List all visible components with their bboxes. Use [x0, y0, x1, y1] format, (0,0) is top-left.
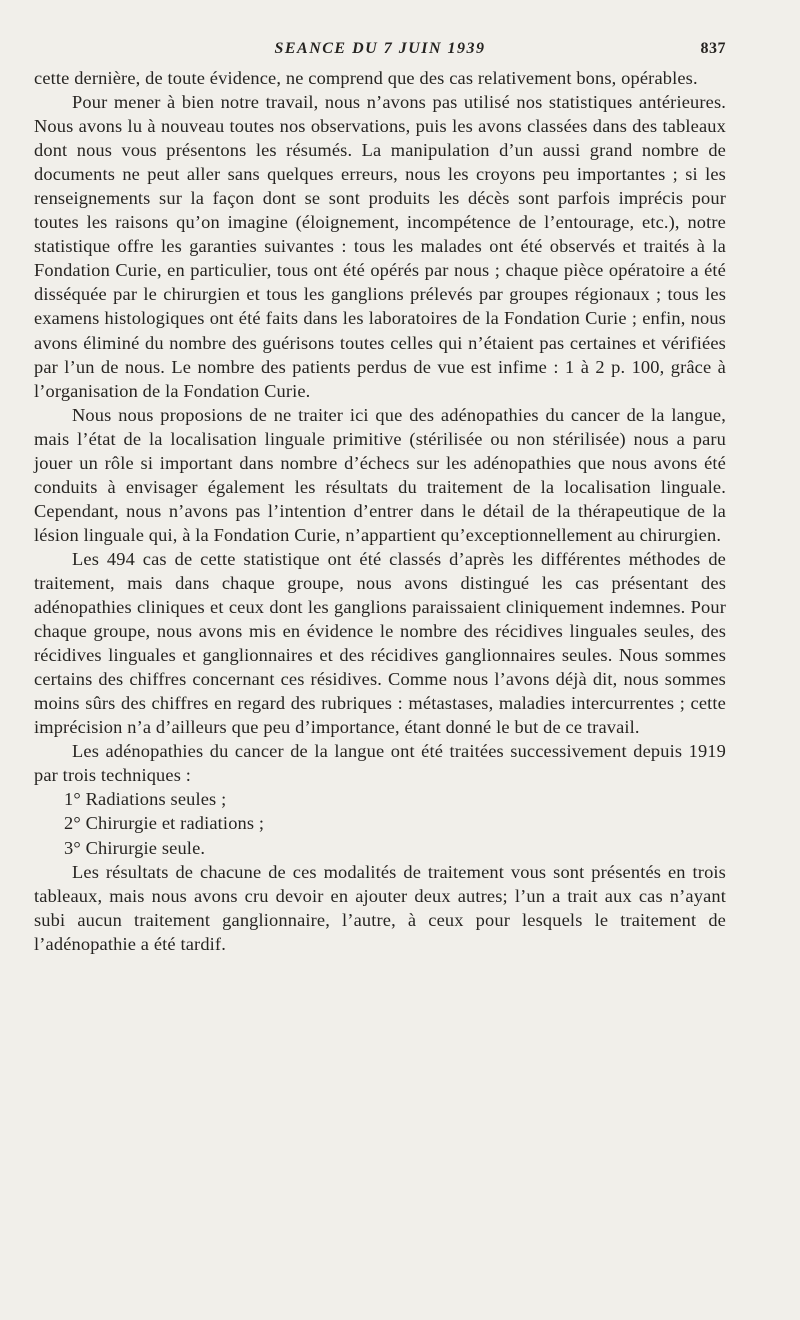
- list-item-chirurgie: 3° Chirurgie seule.: [64, 837, 206, 858]
- paragraph-results: Les résultats de chacune de ces modalités de traitement vous sont présentés en trois tableaux, mais nous avons cru devoir en ajouter deux autres; l’un a trait aux cas n’ayant subi aucun traitement ganglionnaire, l’autre, à ceux pour lesquels le traitement de l’adénopathie a été tardif.: [34, 861, 726, 954]
- list-item-radiations: 1° Radiations seules ;: [64, 789, 227, 810]
- page-number: 837: [700, 40, 726, 57]
- page-header: [34, 40, 726, 66]
- paragraph-continuation: cette dernière, de toute évidence, ne comprend que des cas relativement bons, opérables.: [34, 68, 698, 88]
- page: [34, 40, 726, 956]
- body-text: [34, 66, 726, 956]
- paragraph-classification: Les 494 cas de cette statistique ont été classés d’après les différentes méthodes de traitement, mais dans chaque groupe, nous avons distingué les cas présentant des adénopathies cliniques et ceux dont les ganglions paraissaient cliniquement indemnes. Pour chaque groupe, nous avons mis en évidence le nombre des récidives linguales seules, des récidives linguales et ganglionnaires et des récidives ganglionnaires seules. Nous sommes certains des chiffres concernant ces résidives. Comme nous l’avons déjà dit, nous sommes moins sûrs des chiffres en regard des rubriques : métastases, maladies intercurrentes ; cette imprécision n’a d’ailleurs que peu d’importance, étant donné le but de ce travail.: [34, 548, 726, 738]
- list-item-chirurgie-radiations: 2° Chirurgie et radiations ;: [64, 813, 265, 834]
- running-head: SEANCE DU 7 JUIN 1939: [274, 40, 486, 57]
- paragraph-techniques-intro: Les adénopathies du cancer de la langue ont été traitées successivement depuis 1919 par trois techniques :: [34, 741, 726, 786]
- paragraph-scope: Nous nous proposions de ne traiter ici que des adénopathies du cancer de la langue, mais l’état de la localisation linguale primitive (stérilisée ou non stérilisée) nous a paru jouer un rôle si important dans nombre d’échecs sur les adénopathies que nous avons été conduits à envisager également les résultats du traitement de la localisation linguale. Cependant, nous n’avons pas l’intention d’entrer dans le détail de la thérapeutique de la lésion linguale qui, à la Fondation Curie, n’appartient qu’exceptionnellement au chirurgien.: [34, 404, 726, 545]
- paragraph-methodology: Pour mener à bien notre travail, nous n’avons pas utilisé nos statistiques antérieures. Nous avons lu à nouveau toutes nos observations, puis les avons classées dans des tableaux dont nous vous présentons les résumés. La manipulation d’un aussi grand nombre de documents ne peut aller sans quelques erreurs, nous les croyons peu importantes ; si les renseignements sur la façon dont se sont produits les décès sont parfois imprécis pour toutes les raisons qu’on imagine (éloignement, incompétence de l’entourage, etc.), notre statistique offre les garanties suivantes : tous les malades ont été observés et traités à la Fondation Curie, en particulier, tous ont été opérés par nous ; chaque pièce opératoire a été disséquée par le chirurgien et tous les ganglions prélevés par groupes régionaux ; tous les examens histologiques ont été faits dans les laboratoires de la Fondation Curie ; enfin, nous avons éliminé du nombre des guérisons toutes celles qui n’étaient pas certaines et vérifiées par l’un de nous. Le nombre des patients perdus de vue est infime : 1 à 2 p. 100, grâce à l’organisation de la Fondation Curie.: [34, 92, 726, 401]
